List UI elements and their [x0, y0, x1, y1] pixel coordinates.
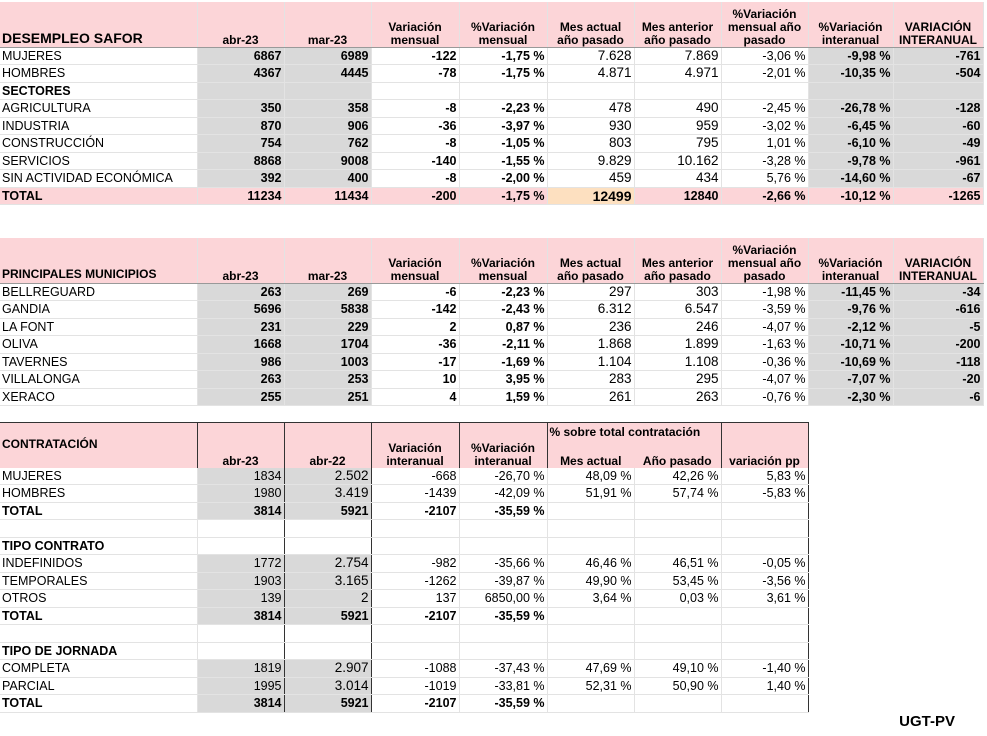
- cell-value: 6989: [284, 47, 371, 65]
- cell-value: -4,07 %: [721, 318, 808, 336]
- cell-value: 9.829: [547, 152, 634, 170]
- total-row: [0, 695, 808, 713]
- cell-value: -8: [371, 100, 459, 118]
- table-row: [0, 468, 808, 485]
- cell-value: 3814: [197, 607, 284, 625]
- cell-value: -2,12 %: [808, 318, 893, 336]
- cell-value: 2.502: [284, 468, 371, 485]
- cell-value: -35,59 %: [459, 502, 547, 520]
- cell-value: 3.014: [284, 677, 371, 695]
- cell-value: 392: [197, 170, 284, 188]
- cell-value: -9,78 %: [808, 152, 893, 170]
- cell-value: 4445: [284, 65, 371, 83]
- cell-value: -4,07 %: [721, 371, 808, 389]
- cell-value: 1.899: [634, 336, 721, 354]
- cell-value: 3814: [197, 502, 284, 520]
- row-label: INDEFINIDOS: [0, 555, 197, 573]
- cell-value: 10: [371, 371, 459, 389]
- cell-value: -42,09 %: [459, 485, 547, 503]
- table-title: DESEMPLEO SAFOR: [0, 2, 197, 47]
- cell-value: 803: [547, 135, 634, 153]
- cell-value: -1,05 %: [459, 135, 547, 153]
- cell-value: -2,23 %: [459, 283, 547, 301]
- row-label: BELLREGUARD: [0, 283, 197, 301]
- row-label: SERVICIOS: [0, 152, 197, 170]
- section-row: [0, 82, 983, 100]
- cell-value: 51,91 %: [547, 485, 634, 503]
- cell-value: -761: [893, 47, 983, 65]
- cell-value: 46,51 %: [634, 555, 721, 573]
- cell-value: -2107: [371, 695, 459, 713]
- table-row: [0, 135, 983, 153]
- cell-value: -961: [893, 152, 983, 170]
- table-row: [0, 353, 983, 371]
- table-row: [0, 572, 808, 590]
- cell-value: -982: [371, 555, 459, 573]
- cell-value: 236: [547, 318, 634, 336]
- cell-value: 350: [197, 100, 284, 118]
- cell-value: 6.547: [634, 301, 721, 319]
- cell-value: -142: [371, 301, 459, 319]
- col-header: Variación mensual: [371, 238, 459, 283]
- cell-value: -128: [893, 100, 983, 118]
- cell-value: 137: [371, 590, 459, 608]
- cell-value: 263: [634, 388, 721, 406]
- cell-value: -1088: [371, 660, 459, 678]
- cell-value: 5921: [284, 607, 371, 625]
- section-title: SECTORES: [0, 82, 197, 100]
- table-row: [0, 152, 983, 170]
- cell-value: -1,63 %: [721, 336, 808, 354]
- col-header: %Variación mensual: [459, 238, 547, 283]
- total-row: [0, 607, 808, 625]
- cell-value: 1.868: [547, 336, 634, 354]
- cell-value: 4.971: [634, 65, 721, 83]
- cell-value: 52,31 %: [547, 677, 634, 695]
- cell-value: 263: [197, 283, 284, 301]
- row-label: XERACO: [0, 388, 197, 406]
- table-header: [0, 423, 808, 442]
- row-label: TOTAL: [0, 695, 197, 713]
- cell-value: -39,87 %: [459, 572, 547, 590]
- cell-value: 295: [634, 371, 721, 389]
- col-header: mar-23: [284, 238, 371, 283]
- row-label: HOMBRES: [0, 65, 197, 83]
- cell-value: 3.419: [284, 485, 371, 503]
- cell-value: -3,56 %: [721, 572, 808, 590]
- cell-value: 870: [197, 117, 284, 135]
- cell-value: 5838: [284, 301, 371, 319]
- col-header: abr-22: [284, 423, 371, 468]
- cell-value: -20: [893, 371, 983, 389]
- cell-value: -3,59 %: [721, 301, 808, 319]
- cell-value: -6,10 %: [808, 135, 893, 153]
- cell-value: -616: [893, 301, 983, 319]
- cell-value: 2: [284, 590, 371, 608]
- cell-value: -10,71 %: [808, 336, 893, 354]
- cell-value: 7.869: [634, 47, 721, 65]
- cell-value: 57,74 %: [634, 485, 721, 503]
- cell-value: 1995: [197, 677, 284, 695]
- cell-value: 229: [284, 318, 371, 336]
- cell-value: 231: [197, 318, 284, 336]
- cell-value: 0,03 %: [634, 590, 721, 608]
- cell-value: 53,45 %: [634, 572, 721, 590]
- cell-value: -60: [893, 117, 983, 135]
- cell-value: 490: [634, 100, 721, 118]
- cell-value: -3,28 %: [721, 152, 808, 170]
- row-label: CONSTRUCCIÓN: [0, 135, 197, 153]
- cell-value: 8868: [197, 152, 284, 170]
- col-header: abr-23: [197, 2, 284, 47]
- row-label: TOTAL: [0, 502, 197, 520]
- cell-value: 261: [547, 388, 634, 406]
- table-row: [0, 318, 983, 336]
- cell-value: -1019: [371, 677, 459, 695]
- cell-value: -1,75 %: [459, 47, 547, 65]
- table-title: PRINCIPALES MUNICIPIOS: [0, 238, 197, 283]
- cell-value: -78: [371, 65, 459, 83]
- col-header: Variación interanual: [371, 423, 459, 468]
- cell-value: 400: [284, 170, 371, 188]
- cell-value: 1903: [197, 572, 284, 590]
- col-header: Mes anterior año pasado: [634, 2, 721, 47]
- cell-value: 4367: [197, 65, 284, 83]
- cell-value: -5,83 %: [721, 485, 808, 503]
- section-row: [0, 537, 808, 555]
- cell-value: 358: [284, 100, 371, 118]
- cell-value: 434: [634, 170, 721, 188]
- row-label: INDUSTRIA: [0, 117, 197, 135]
- table-row: [0, 371, 983, 389]
- cell-value: -6: [371, 283, 459, 301]
- cell-value: 246: [634, 318, 721, 336]
- table-row: [0, 336, 983, 354]
- cell-value: -49: [893, 135, 983, 153]
- cell-value: -0,76 %: [721, 388, 808, 406]
- cell-value: -67: [893, 170, 983, 188]
- cell-value: -9,76 %: [808, 301, 893, 319]
- cell-value: -6: [893, 388, 983, 406]
- cell-value: -2,11 %: [459, 336, 547, 354]
- cell-value: 1668: [197, 336, 284, 354]
- cell-value: -33,81 %: [459, 677, 547, 695]
- cell-value: 1819: [197, 660, 284, 678]
- cell-value: -36: [371, 117, 459, 135]
- footer-brand: UGT-PV: [899, 713, 955, 730]
- cell-value: -8: [371, 170, 459, 188]
- cell-value: 1,59 %: [459, 388, 547, 406]
- cell-value: -504: [893, 65, 983, 83]
- cell-value: 283: [547, 371, 634, 389]
- cell-value: 1704: [284, 336, 371, 354]
- cell-value: -35,59 %: [459, 607, 547, 625]
- cell-value: 49,10 %: [634, 660, 721, 678]
- cell-value: 4.871: [547, 65, 634, 83]
- cell-value: 2: [371, 318, 459, 336]
- cell-value: 906: [284, 117, 371, 135]
- cell-value: 754: [197, 135, 284, 153]
- cell-value: -1,55 %: [459, 152, 547, 170]
- cell-value: 795: [634, 135, 721, 153]
- cell-value: 5696: [197, 301, 284, 319]
- cell-value: -26,78 %: [808, 100, 893, 118]
- table-row: [0, 485, 808, 503]
- cell-value: 4: [371, 388, 459, 406]
- table-header: [0, 238, 983, 283]
- cell-value: -17: [371, 353, 459, 371]
- row-label: AGRICULTURA: [0, 100, 197, 118]
- row-label: PARCIAL: [0, 677, 197, 695]
- col-header: Año pasado: [634, 442, 721, 468]
- cell-value: 5921: [284, 502, 371, 520]
- cell-value: -7,07 %: [808, 371, 893, 389]
- cell-value: -2,43 %: [459, 301, 547, 319]
- row-label: OTROS: [0, 590, 197, 608]
- col-header: variación pp: [721, 442, 808, 468]
- col-header: Mes actual año pasado: [547, 2, 634, 47]
- cell-value: 6850,00 %: [459, 590, 547, 608]
- row-label: LA FONT: [0, 318, 197, 336]
- cell-value: -2107: [371, 607, 459, 625]
- cell-value: 6867: [197, 47, 284, 65]
- cell-value: 5,83 %: [721, 468, 808, 485]
- col-header: %Variación mensual: [459, 2, 547, 47]
- cell-value: -1,75 %: [459, 65, 547, 83]
- section-title: TIPO CONTRATO: [0, 537, 197, 555]
- table-row: [0, 590, 808, 608]
- cell-value: -2107: [371, 502, 459, 520]
- row-label: SIN ACTIVIDAD ECONÓMICA: [0, 170, 197, 188]
- row-label: TAVERNES: [0, 353, 197, 371]
- cell-value: 297: [547, 283, 634, 301]
- cell-value: -35,66 %: [459, 555, 547, 573]
- cell-value: 2.907: [284, 660, 371, 678]
- cell-value: 959: [634, 117, 721, 135]
- cell-value: 10.162: [634, 152, 721, 170]
- col-header: %Variación interanual: [808, 238, 893, 283]
- contratacion-table: [0, 422, 809, 713]
- cell-value: 42,26 %: [634, 468, 721, 485]
- cell-value: -6,45 %: [808, 117, 893, 135]
- cell-value: 3,95 %: [459, 371, 547, 389]
- table-row: [0, 555, 808, 573]
- cell-value: 1980: [197, 485, 284, 503]
- cell-value: -122: [371, 47, 459, 65]
- row-label: HOMBRES: [0, 485, 197, 503]
- col-header: %Variación interanual: [808, 2, 893, 47]
- cell-value: -3,06 %: [721, 47, 808, 65]
- table-row: [0, 117, 983, 135]
- cell-value: -14,60 %: [808, 170, 893, 188]
- row-label: OLIVA: [0, 336, 197, 354]
- cell-value: -1439: [371, 485, 459, 503]
- cell-value: -118: [893, 353, 983, 371]
- col-header: Mes actual año pasado: [547, 238, 634, 283]
- cell-value: -35,59 %: [459, 695, 547, 713]
- row-label: TOTAL: [0, 607, 197, 625]
- table-row: [0, 170, 983, 188]
- cell-value: 459: [547, 170, 634, 188]
- cell-value: 251: [284, 388, 371, 406]
- col-header: Mes actual: [547, 442, 634, 468]
- cell-value: 50,90 %: [634, 677, 721, 695]
- row-label: MUJERES: [0, 468, 197, 485]
- row-label: VILLALONGA: [0, 371, 197, 389]
- cell-value: -3,97 %: [459, 117, 547, 135]
- cell-value: 1.104: [547, 353, 634, 371]
- table-title: CONTRATACIÓN: [0, 423, 197, 468]
- total-row: TOTAL 11234 11434 -200 -1,75 % 12499 12840 -2,66 % -10,12 % -1265: [0, 187, 983, 205]
- cell-value: 253: [284, 371, 371, 389]
- section-row: [0, 642, 808, 660]
- cell-value: 269: [284, 283, 371, 301]
- cell-value: -37,43 %: [459, 660, 547, 678]
- cell-value: -1,98 %: [721, 283, 808, 301]
- cell-value: -1,40 %: [721, 660, 808, 678]
- table-row: [0, 47, 983, 65]
- col-header: VARIACIÓN INTERANUAL: [893, 2, 983, 47]
- cell-value: -1262: [371, 572, 459, 590]
- cell-value: -668: [371, 468, 459, 485]
- cell-value: -0,05 %: [721, 555, 808, 573]
- cell-value: 1,40 %: [721, 677, 808, 695]
- cell-value: -140: [371, 152, 459, 170]
- cell-value: 986: [197, 353, 284, 371]
- row-label: MUJERES: [0, 47, 197, 65]
- col-header: abr-23: [197, 423, 284, 468]
- cell-value: -2,30 %: [808, 388, 893, 406]
- col-header: Mes anterior año pasado: [634, 238, 721, 283]
- cell-value: 762: [284, 135, 371, 153]
- col-header: mar-23: [284, 2, 371, 47]
- table-header: [0, 2, 983, 47]
- cell-value: 1.108: [634, 353, 721, 371]
- cell-value: -36: [371, 336, 459, 354]
- cell-value: 2.754: [284, 555, 371, 573]
- cell-value: 3814: [197, 695, 284, 713]
- col-header: % sobre total contratación: [547, 423, 721, 442]
- row-label: TEMPORALES: [0, 572, 197, 590]
- table-row: [0, 283, 983, 301]
- cell-value: 255: [197, 388, 284, 406]
- table-row: [0, 301, 983, 319]
- cell-value: 1,01 %: [721, 135, 808, 153]
- total-row: [0, 502, 808, 520]
- cell-value: 9008: [284, 152, 371, 170]
- cell-value: -26,70 %: [459, 468, 547, 485]
- cell-value: 1772: [197, 555, 284, 573]
- col-header: %Variación mensual año pasado: [721, 238, 808, 283]
- cell-value: -200: [893, 336, 983, 354]
- table-row: [0, 677, 808, 695]
- cell-value: 48,09 %: [547, 468, 634, 485]
- desempleo-safor-table: [0, 2, 984, 205]
- cell-value: 303: [634, 283, 721, 301]
- cell-value: -34: [893, 283, 983, 301]
- cell-value: 5,76 %: [721, 170, 808, 188]
- section-title: TIPO DE JORNADA: [0, 642, 197, 660]
- cell-value: -11,45 %: [808, 283, 893, 301]
- cell-value: -1,69 %: [459, 353, 547, 371]
- cell-value: -2,01 %: [721, 65, 808, 83]
- cell-value: 139: [197, 590, 284, 608]
- cell-value: 49,90 %: [547, 572, 634, 590]
- cell-value: 6.312: [547, 301, 634, 319]
- cell-value: -2,45 %: [721, 100, 808, 118]
- cell-value: -10,69 %: [808, 353, 893, 371]
- col-header: %Variación interanual: [459, 423, 547, 468]
- col-header: abr-23: [197, 238, 284, 283]
- row-label: GANDIA: [0, 301, 197, 319]
- cell-value: -2,00 %: [459, 170, 547, 188]
- cell-value: -8: [371, 135, 459, 153]
- cell-value: 3.165: [284, 572, 371, 590]
- cell-value: 930: [547, 117, 634, 135]
- cell-value: -3,02 %: [721, 117, 808, 135]
- cell-value: 3,64 %: [547, 590, 634, 608]
- cell-value: 7.628: [547, 47, 634, 65]
- col-header: Variación mensual: [371, 2, 459, 47]
- cell-value: 1003: [284, 353, 371, 371]
- col-header: VARIACIÓN INTERANUAL: [893, 238, 983, 283]
- cell-value: 0,87 %: [459, 318, 547, 336]
- cell-value: 46,46 %: [547, 555, 634, 573]
- cell-value: -2,23 %: [459, 100, 547, 118]
- cell-value: 1834: [197, 468, 284, 485]
- table-row: [0, 100, 983, 118]
- cell-value: -10,35 %: [808, 65, 893, 83]
- cell-value: 3,61 %: [721, 590, 808, 608]
- cell-value: -0,36 %: [721, 353, 808, 371]
- col-header: %Variación mensual año pasado: [721, 2, 808, 47]
- cell-value: 478: [547, 100, 634, 118]
- cell-value: -9,98 %: [808, 47, 893, 65]
- table-row: [0, 660, 808, 678]
- cell-value: 47,69 %: [547, 660, 634, 678]
- cell-value: 263: [197, 371, 284, 389]
- municipios-table: [0, 238, 984, 406]
- row-label: COMPLETA: [0, 660, 197, 678]
- cell-value: 5921: [284, 695, 371, 713]
- cell-value: -5: [893, 318, 983, 336]
- table-row: [0, 388, 983, 406]
- table-row: [0, 65, 983, 83]
